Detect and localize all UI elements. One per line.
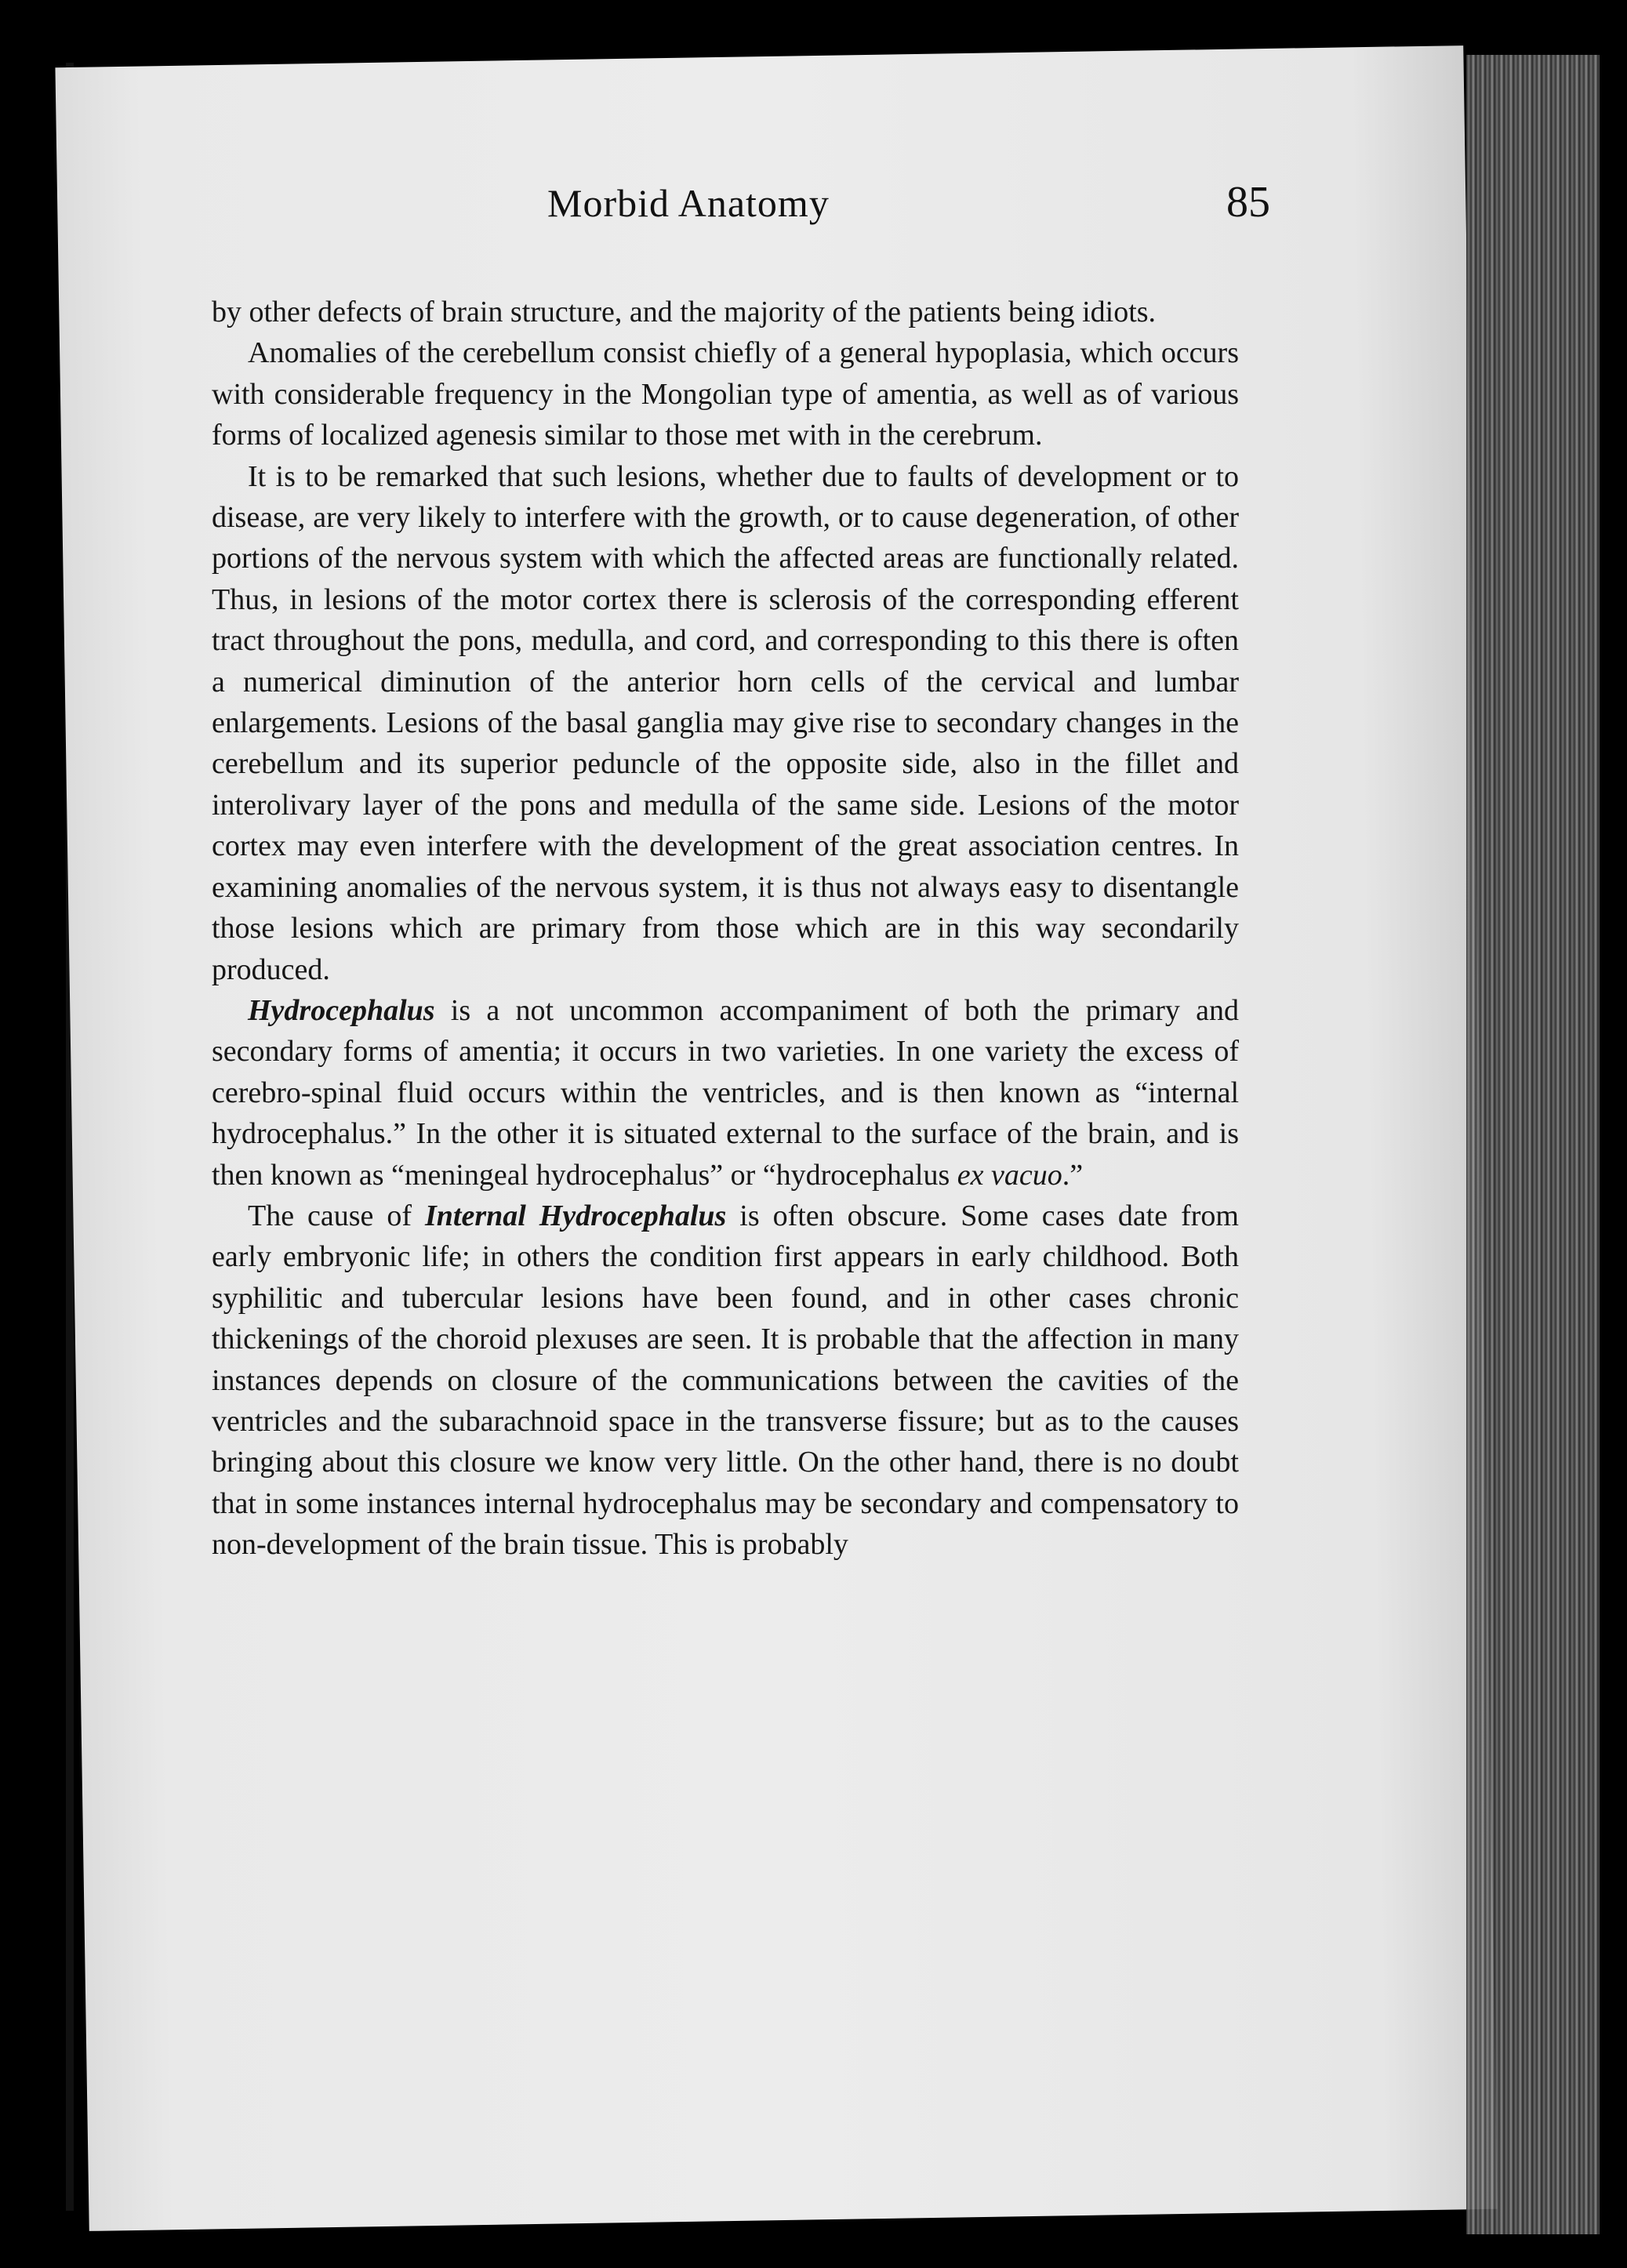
term-hydrocephalus: Hydrocephalus [248,993,435,1027]
paragraph-4 [212,990,1239,1196]
page-header [470,180,1270,243]
page-edges [1466,55,1600,2234]
body-text [212,292,1239,1566]
latin-ex-vacuo: ex vacuo [957,1158,1062,1192]
paragraph-4-text-b: .” [1062,1158,1084,1192]
paragraph-5 [212,1196,1239,1566]
running-title: Morbid Anatomy [547,181,830,225]
page-number: 85 [1226,178,1270,227]
paragraph-5-text-b: is often obscure. Some cases date from early embryonic life; in others the condition first appears in early childhood. Both syphilitic and tubercular lesions have been found, and in other cases chronic thickenings of the choroid plexuses are seen. It is probable that the affection in many instances depends on closure of the communications between the cavities of the ventricles and the subarachnoid space in the transverse fissure; but as to the causes bringing about this closure we know very little. On the other hand, there is no doubt that in some instances internal hydrocephalus may be secondary and compensatory to non-development of the brain tissue. This is probably [212,1199,1239,1562]
term-internal-hydrocephalus: Internal Hydrocephalus [424,1199,727,1232]
paragraph-2: Anomalies of the cerebellum consist chiefly of a general hypoplasia, which occurs with considerable frequency in the Mongolian type of amentia, as well as of various forms of localized agenesis similar to those met with in the cerebrum. [212,336,1239,452]
paragraph-4-text-a: is a not uncommon accompaniment of both the primary and secondary forms of amentia; it occurs in two varieties. In one variety the excess of cerebro-spinal fluid occurs within the ventricles, and is then known as “internal hydrocephalus.” In the other it is situated external to the surface of the brain, and is then known as “meningeal hydrocephalus” or “hydrocephalus [212,993,1239,1192]
paragraph-3: It is to be remarked that such lesions, whether due to faults of development or to disease, are very likely to interfere with the growth, or to cause degeneration, of other portions of the nervous system with which the affected areas are functionally related. Thus, in lesions of the motor cortex there is sclerosis of the corresponding efferent tract throughout the pons, medulla, and cord, and corresponding to this there is often a numerical diminution of the anterior horn cells of the cervical and lumbar enlargements. Lesions of the basal ganglia may give rise to secondary changes in the cerebellum and its superior peduncle of the opposite side, also in the fillet and interolivary layer of the pons and medulla of the same side. Lesions of the motor cortex may even interfere with the development of the great association centres. In examining anomalies of the nervous system, it is thus not always easy to disentangle those lesions which are primary from those which are in this way secondarily produced. [212,459,1239,986]
paragraph-1: by other defects of brain structure, and the majority of the patients being idiots. [212,296,1157,328]
paragraph-5-text-a: The cause of [248,1199,425,1232]
